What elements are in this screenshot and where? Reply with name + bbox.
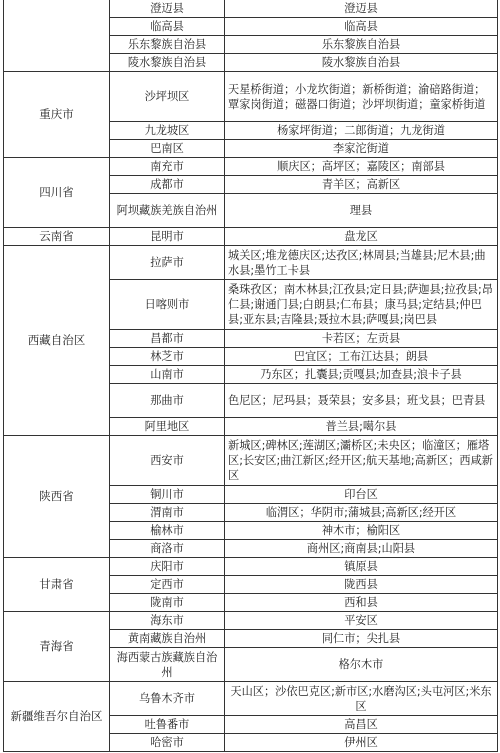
city-cell: 拉萨市 (110, 246, 225, 280)
district-cell: 平安区 (225, 612, 498, 630)
table-row (4, 158, 498, 176)
district-cell: 李家沱街道 (225, 140, 498, 158)
city-cell: 乐东黎族自治县 (110, 36, 225, 54)
province-cell: 青海省 (4, 612, 110, 682)
city-cell: 榆林市 (110, 522, 225, 540)
city-cell: 渭南市 (110, 504, 225, 522)
district-cell: 理县 (225, 194, 498, 228)
district-cell: 乃东区；扎囊县;贡嘎县;加查县;浪卡子县 (225, 366, 498, 384)
district-cell: 新城区;碑林区;莲湖区;灞桥区;未央区；临潼区；雁塔区;长安区;曲江新区;经开区;航天基地;高新区；西咸新区 (225, 436, 498, 486)
city-cell: 黄南藏族自治州 (110, 630, 225, 648)
district-cell: 卡若区；左贡县 (225, 330, 498, 348)
table-row (4, 0, 498, 18)
city-cell: 西安市 (110, 436, 225, 486)
city-cell: 定西市 (110, 576, 225, 594)
city-cell: 临高县 (110, 18, 225, 36)
city-cell: 铜川市 (110, 486, 225, 504)
city-cell: 林芝市 (110, 348, 225, 366)
district-cell: 同仁市；尖扎县 (225, 630, 498, 648)
district-cell: 商州区;商南县;山阳县 (225, 540, 498, 558)
province-cell: 陕西省 (4, 436, 110, 558)
province-cell (4, 0, 110, 72)
district-cell: 桑珠孜区；南木林县;江孜县;定日县;萨迦县;拉孜县;昂仁县;谢通门县;白朗县;仁布县；康马县;定结县;仲巴县;亚东县;吉隆县;聂拉木县;萨嘎县;岗巴县 (225, 280, 498, 330)
table-row (4, 228, 498, 246)
city-cell: 阿里地区 (110, 418, 225, 436)
province-cell: 重庆市 (4, 72, 110, 158)
city-cell: 哈密市 (110, 734, 225, 752)
district-cell: 青羊区；高新区 (225, 176, 498, 194)
city-cell: 乌鲁木齐市 (110, 682, 225, 716)
district-cell: 临高县 (225, 18, 498, 36)
district-cell: 顺庆区；高坪区；嘉陵区；南部县 (225, 158, 498, 176)
city-cell: 日喀则市 (110, 280, 225, 330)
district-cell: 乐东黎族自治县 (225, 36, 498, 54)
district-cell: 陇西县 (225, 576, 498, 594)
city-cell: 山南市 (110, 366, 225, 384)
district-cell: 盘龙区 (225, 228, 498, 246)
city-cell: 那曲市 (110, 384, 225, 418)
district-cell: 城关区;堆龙德庆区;达孜区;林周县;当雄县;尼木县;曲水县;墨竹工卡县 (225, 246, 498, 280)
district-cell: 神木市；榆阳区 (225, 522, 498, 540)
district-cell: 临渭区；华阴市;蒲城县;高新区;经开区 (225, 504, 498, 522)
district-cell: 普兰县;噶尔县 (225, 418, 498, 436)
district-cell: 高昌区 (225, 716, 498, 734)
city-cell: 陵水黎族自治县 (110, 54, 225, 72)
table-row (4, 72, 498, 122)
district-cell: 西和县 (225, 594, 498, 612)
table-row (4, 612, 498, 630)
city-cell: 阿坝藏族羌族自治州 (110, 194, 225, 228)
province-cell: 甘肃省 (4, 558, 110, 612)
district-table (3, 0, 498, 752)
province-cell: 新疆维吾尔自治区 (4, 682, 110, 752)
city-cell: 商洛市 (110, 540, 225, 558)
city-cell: 沙坪坝区 (110, 72, 225, 122)
province-cell: 西藏自治区 (4, 246, 110, 436)
district-cell: 镇原县 (225, 558, 498, 576)
province-cell: 四川省 (4, 158, 110, 228)
district-cell: 澄迈县 (225, 0, 498, 18)
district-cell: 巴宜区；工布江达县；朗县 (225, 348, 498, 366)
city-cell: 成都市 (110, 176, 225, 194)
district-cell: 格尔木市 (225, 648, 498, 682)
district-cell: 色尼区；尼玛县；聂荣县；安多县；班戈县；巴青县 (225, 384, 498, 418)
city-cell: 吐鲁番市 (110, 716, 225, 734)
city-cell: 澄迈县 (110, 0, 225, 18)
city-cell: 巴南区 (110, 140, 225, 158)
city-cell: 庆阳市 (110, 558, 225, 576)
city-cell: 昆明市 (110, 228, 225, 246)
table-row (4, 558, 498, 576)
province-cell: 云南省 (4, 228, 110, 246)
district-cell: 天山区；沙依巴克区;新市区;水磨沟区;头屯河区;米东区 (225, 682, 498, 716)
table-row (4, 436, 498, 486)
district-cell: 杨家坪街道；二郎街道；九龙街道 (225, 122, 498, 140)
district-cell: 天星桥街道；小龙坎街道；新桥街道；渝碚路街道；覃家岗街道；磁器口街道；沙坪坝街道；童家桥街道 (225, 72, 498, 122)
district-cell: 陵水黎族自治县 (225, 54, 498, 72)
table-row (4, 682, 498, 716)
city-cell: 陇南市 (110, 594, 225, 612)
city-cell: 九龙坡区 (110, 122, 225, 140)
table-row (4, 246, 498, 280)
city-cell: 海西蒙古族藏族自治州 (110, 648, 225, 682)
district-cell: 印台区 (225, 486, 498, 504)
city-cell: 昌都市 (110, 330, 225, 348)
city-cell: 海东市 (110, 612, 225, 630)
district-cell: 伊州区 (225, 734, 498, 752)
city-cell: 南充市 (110, 158, 225, 176)
